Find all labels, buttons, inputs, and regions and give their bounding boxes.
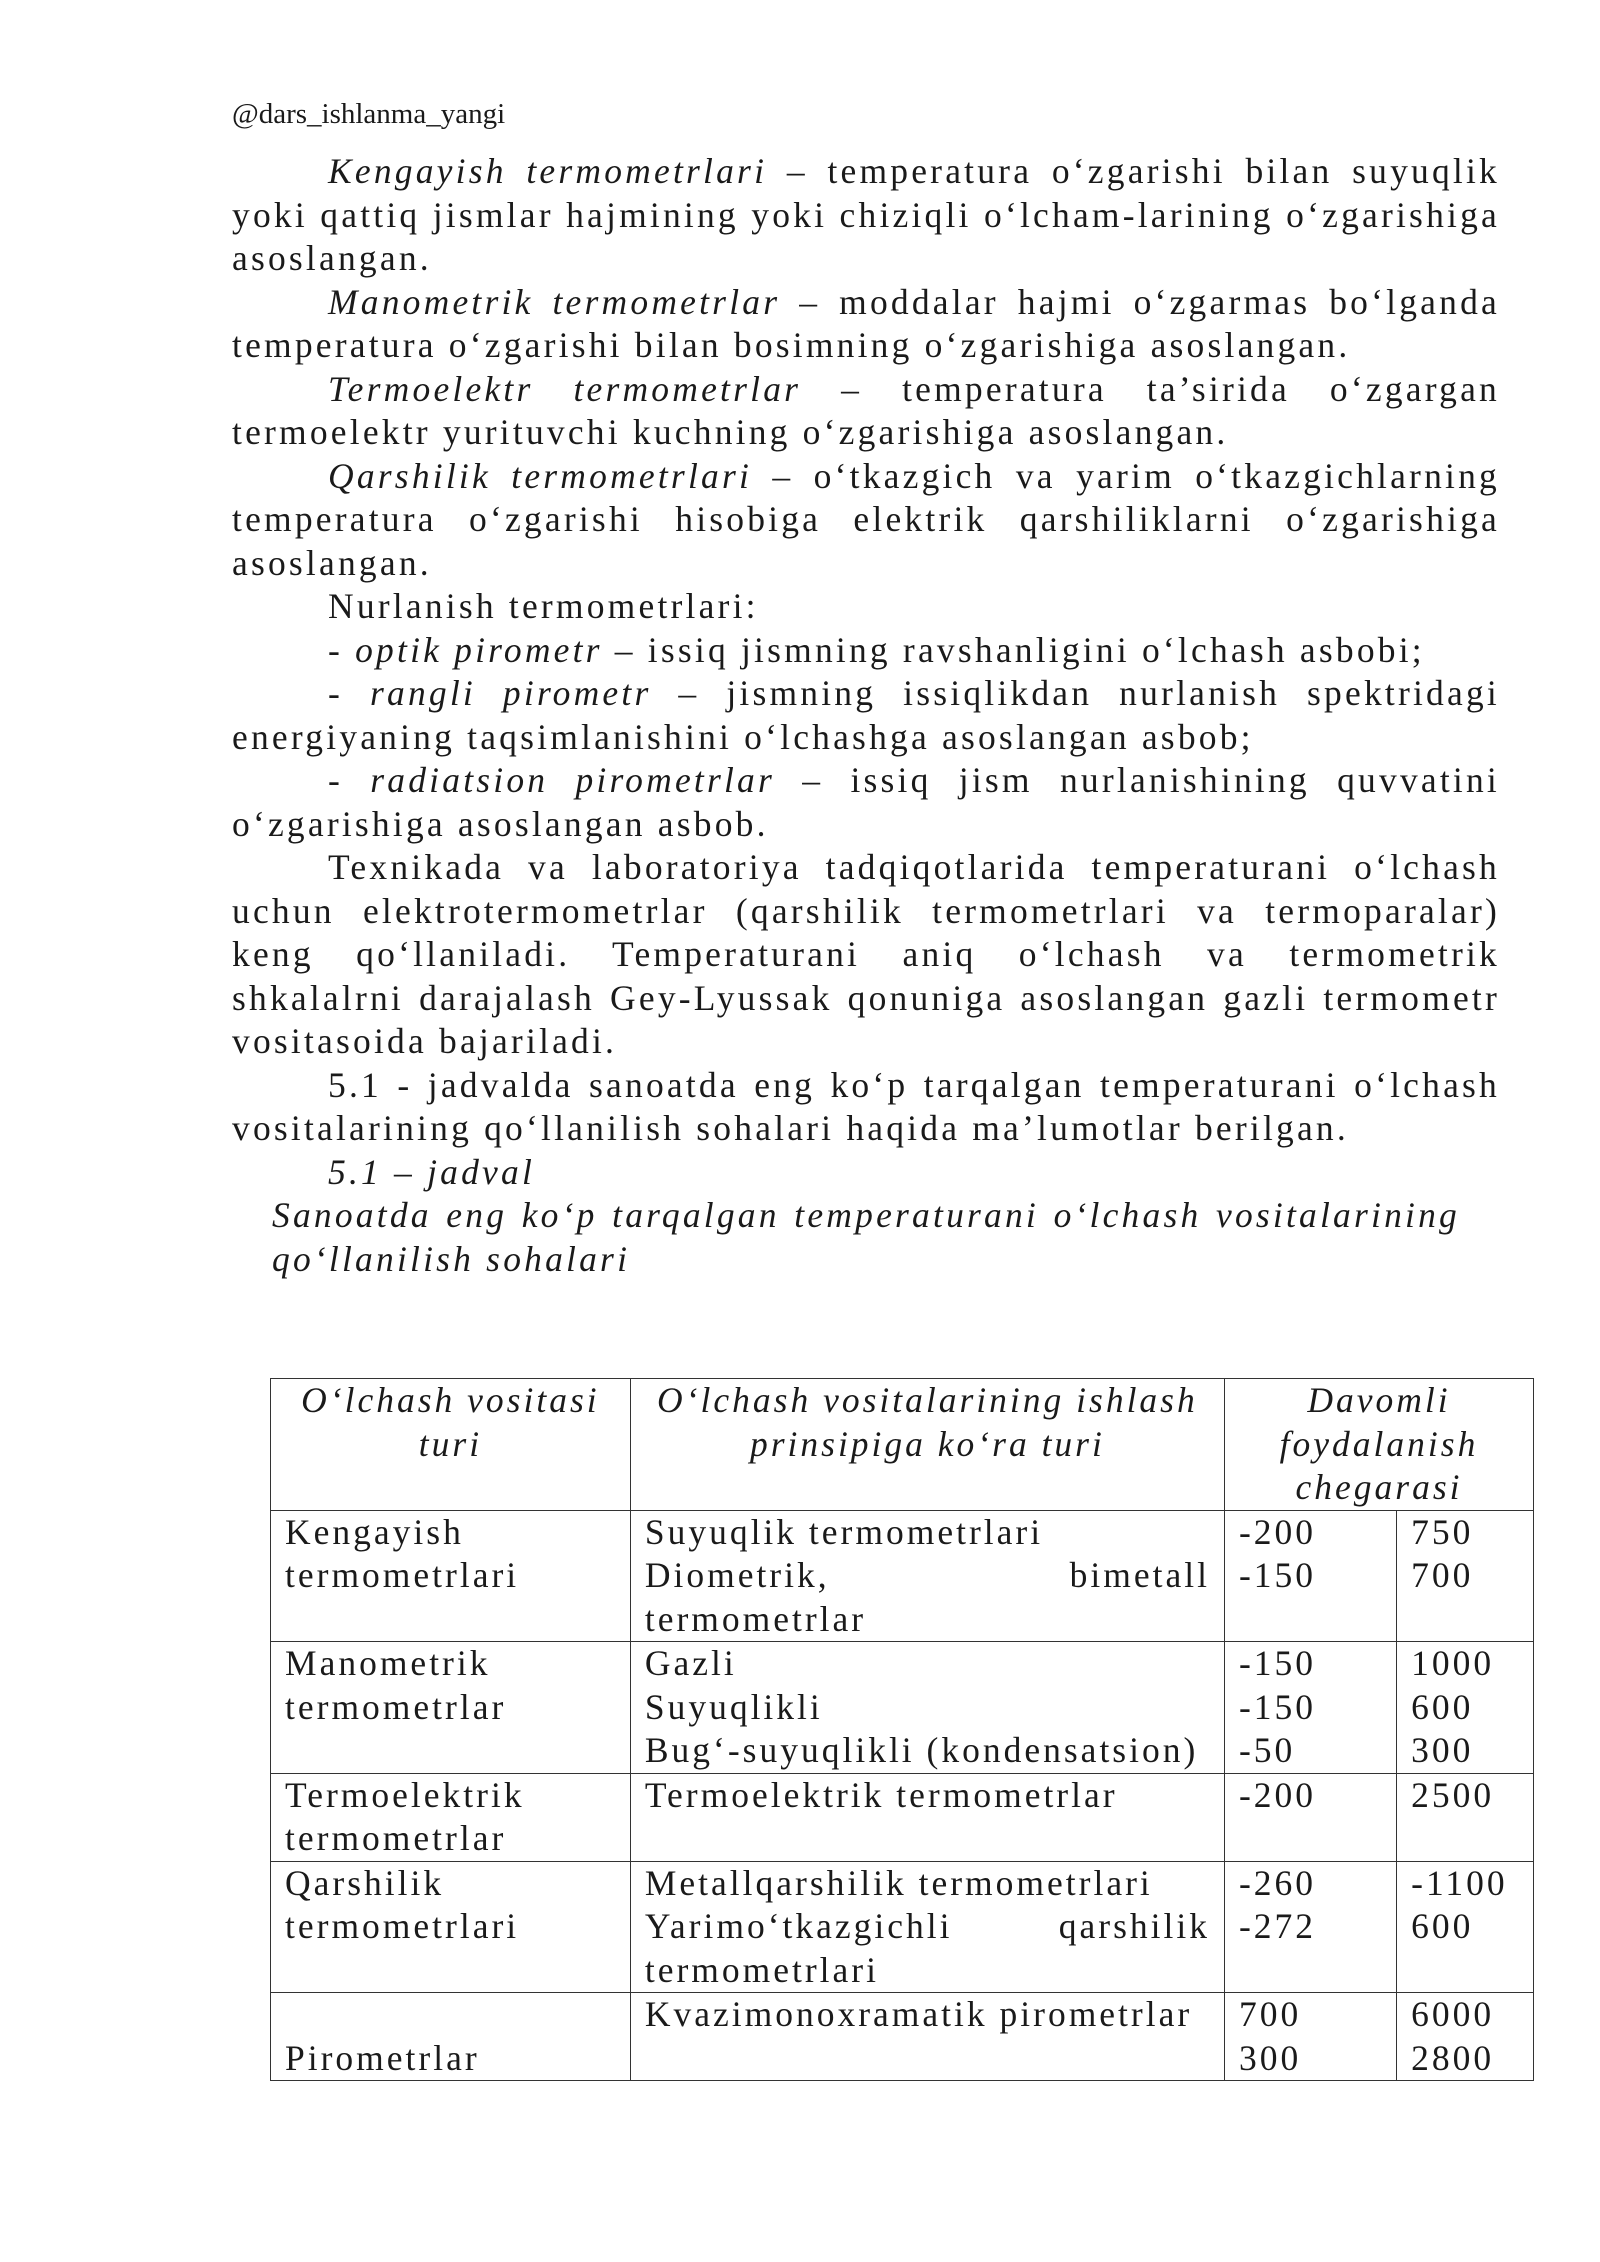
term: Manometrik termometrlar (328, 281, 781, 322)
header-range: Davomli foydalanish chegarasi (1224, 1379, 1533, 1511)
max-value: -1100 (1411, 1862, 1508, 1903)
kind-item: Yarimo‘tkazgichli qarshilik termometrlari (644, 1906, 1210, 1990)
cell-type: Qarshilik termometrlari (271, 1861, 631, 1993)
max-value: 1000 (1411, 1643, 1495, 1683)
paragraph-jadval-intro: 5.1 - jadvalda sanoatda eng ko‘p tarqalgan temperaturani o‘lchash vositalarining qo‘llanilish sohalari haqida ma’lumotlar berilgan. (232, 1064, 1500, 1148)
cell-max (1397, 1642, 1534, 1774)
cell-kinds (630, 1773, 1224, 1861)
header-principle: O‘lchash vositalarining ishlash prinsipiga ko‘ra turi (630, 1379, 1224, 1511)
paragraph-text: – o‘tkazgich va yarim o‘tkazgichlarning temperatura o‘zgarishi hisobiga elektrik qarshiliklarni o‘zgarishiga asoslangan. (232, 455, 1500, 583)
kind-item: Bug‘-suyuqlikli (kondensatsion) (644, 1730, 1199, 1770)
max-value: 700 (1411, 1555, 1474, 1595)
header-type: O‘lchash vositasi turi (271, 1379, 631, 1511)
table-row (271, 1510, 1534, 1642)
cell-max (1397, 1861, 1534, 1993)
kind-item: Termoelektrik termometrlar (644, 1774, 1118, 1815)
term: Termoelektr termometrlar (328, 368, 802, 409)
paragraph-termoelektr (232, 368, 1500, 455)
min-value: -150 (1238, 1555, 1317, 1595)
cell-kinds (630, 1861, 1224, 1993)
max-value: 2500 (1411, 1774, 1495, 1815)
term: rangli pirometr (369, 673, 652, 713)
cell-kinds (630, 1510, 1224, 1642)
min-value: -272 (1238, 1906, 1317, 1946)
kind-item: Kvazimonoxramatik pirometrlar (644, 1994, 1193, 2034)
cell-min (1224, 1510, 1396, 1642)
max-value: 2800 (1411, 2037, 1495, 2078)
list-item-rangli (232, 672, 1500, 759)
list-item-optik (232, 629, 1500, 673)
kind-item: Diometrik, bimetall termometrlar (644, 1555, 1210, 1639)
cell-max (1397, 1993, 1534, 2081)
paragraph-text: – temperatura ta’sirida o‘zgargan termoelektr yurituvchi kuchning o‘zgarishiga asoslangan. (232, 368, 1500, 452)
max-value: 750 (1411, 1511, 1474, 1552)
kind-item: Gazli (644, 1643, 737, 1683)
cell-min (1224, 1773, 1396, 1861)
cell-kinds (630, 1993, 1224, 2081)
cell-min (1224, 1642, 1396, 1774)
table-title: Sanoatda eng ko‘p tarqalgan temperaturani o‘lchash vositalarining qo‘llanilish sohalari (272, 1195, 1460, 1279)
paragraph-text: – temperatura o‘zgarishi bilan suyuqlik yoki qattiq jismlar hajmining yoki chiziqli o‘lcham-larining o‘zgarishiga asoslangan. (232, 151, 1501, 278)
cell-min (1224, 1861, 1396, 1993)
list-item-radiatsion (232, 759, 1500, 846)
table-row (271, 1993, 1534, 2081)
max-value: 6000 (1411, 1994, 1495, 2034)
cell-type: Pirometrlar (271, 1993, 631, 2081)
cell-max (1397, 1773, 1534, 1861)
paragraph-text: – issiq jism nurlanishining quvvatini o‘zgarishiga asoslangan asbob. (232, 760, 1500, 844)
paragraph-nurlanish: Nurlanish termometrlari: (328, 586, 759, 626)
table-row (271, 1861, 1534, 1993)
min-value: 300 (1238, 2037, 1302, 2078)
min-value: -260 (1238, 1862, 1317, 1903)
cell-kinds (630, 1642, 1224, 1774)
paragraph-text: – moddalar hajmi o‘zgarmas bo‘lganda temperatura o‘zgarishi bilan bosimning o‘zgarishiga asoslangan. (232, 281, 1500, 365)
table-row (271, 1642, 1534, 1774)
min-value: 700 (1238, 1994, 1302, 2034)
list-dash: - (328, 673, 370, 713)
kind-item: Metallqarshilik termometrlari (644, 1862, 1153, 1903)
table-row (271, 1773, 1534, 1861)
table-header-row (271, 1379, 1534, 1511)
cell-min (1224, 1993, 1396, 2081)
min-value: -50 (1238, 1730, 1296, 1770)
cell-type: Kengayish termometrlari (271, 1510, 631, 1642)
min-value: -200 (1238, 1774, 1317, 1815)
cell-max (1397, 1510, 1534, 1642)
term: Qarshilik termometrlari (328, 455, 753, 496)
paragraph-qarshilik (232, 455, 1500, 586)
paragraph-texnikada: Texnikada va laboratoriya tadqiqotlarida temperaturani o‘lchash uchun elektrotermometrlar (qarshilik termometrlari va termoparalar) keng qo‘llaniladi. Temperaturani aniq o‘lchash va termometrik shkalalrni darajalash Gey-Lyussak qonuniga asoslangan gazli termometr vositasoida bajariladi. (232, 847, 1500, 1061)
min-value: -150 (1238, 1686, 1317, 1727)
list-dash: - (328, 629, 356, 670)
kind-item: Suyuqlik termometrlari (644, 1511, 1044, 1552)
channel-handle: @dars_ishlanma_yangi (232, 98, 506, 130)
term: optik pirometr (355, 629, 603, 670)
paragraph-kengayish (232, 150, 1500, 281)
measurement-table (270, 1378, 1534, 2081)
paragraph-text: – jismning issiqlikdan nurlanish spektridagi energiyaning taqsimlanishini o‘lchashga asoslangan asbob; (232, 673, 1500, 757)
paragraph-manometrik (232, 281, 1500, 368)
list-dash: - (328, 760, 371, 800)
max-value: 600 (1411, 1906, 1474, 1946)
term: Kengayish termometrlari (328, 151, 768, 191)
max-value: 600 (1411, 1686, 1474, 1727)
min-value: -150 (1238, 1643, 1317, 1683)
cell-type: Termoelektrik termometrlar (271, 1773, 631, 1861)
paragraph-text: – issiq jismning ravshanligini o‘lchash asbobi; (602, 629, 1425, 670)
max-value: 300 (1411, 1730, 1474, 1770)
min-value: -200 (1238, 1511, 1317, 1552)
document-body (232, 150, 1500, 1281)
kind-item: Suyuqlikli (644, 1686, 823, 1727)
cell-type: Manometrik termometrlar (271, 1642, 631, 1774)
table-number: 5.1 – jadval (328, 1151, 536, 1192)
term: radiatsion pirometrlar (370, 760, 776, 800)
